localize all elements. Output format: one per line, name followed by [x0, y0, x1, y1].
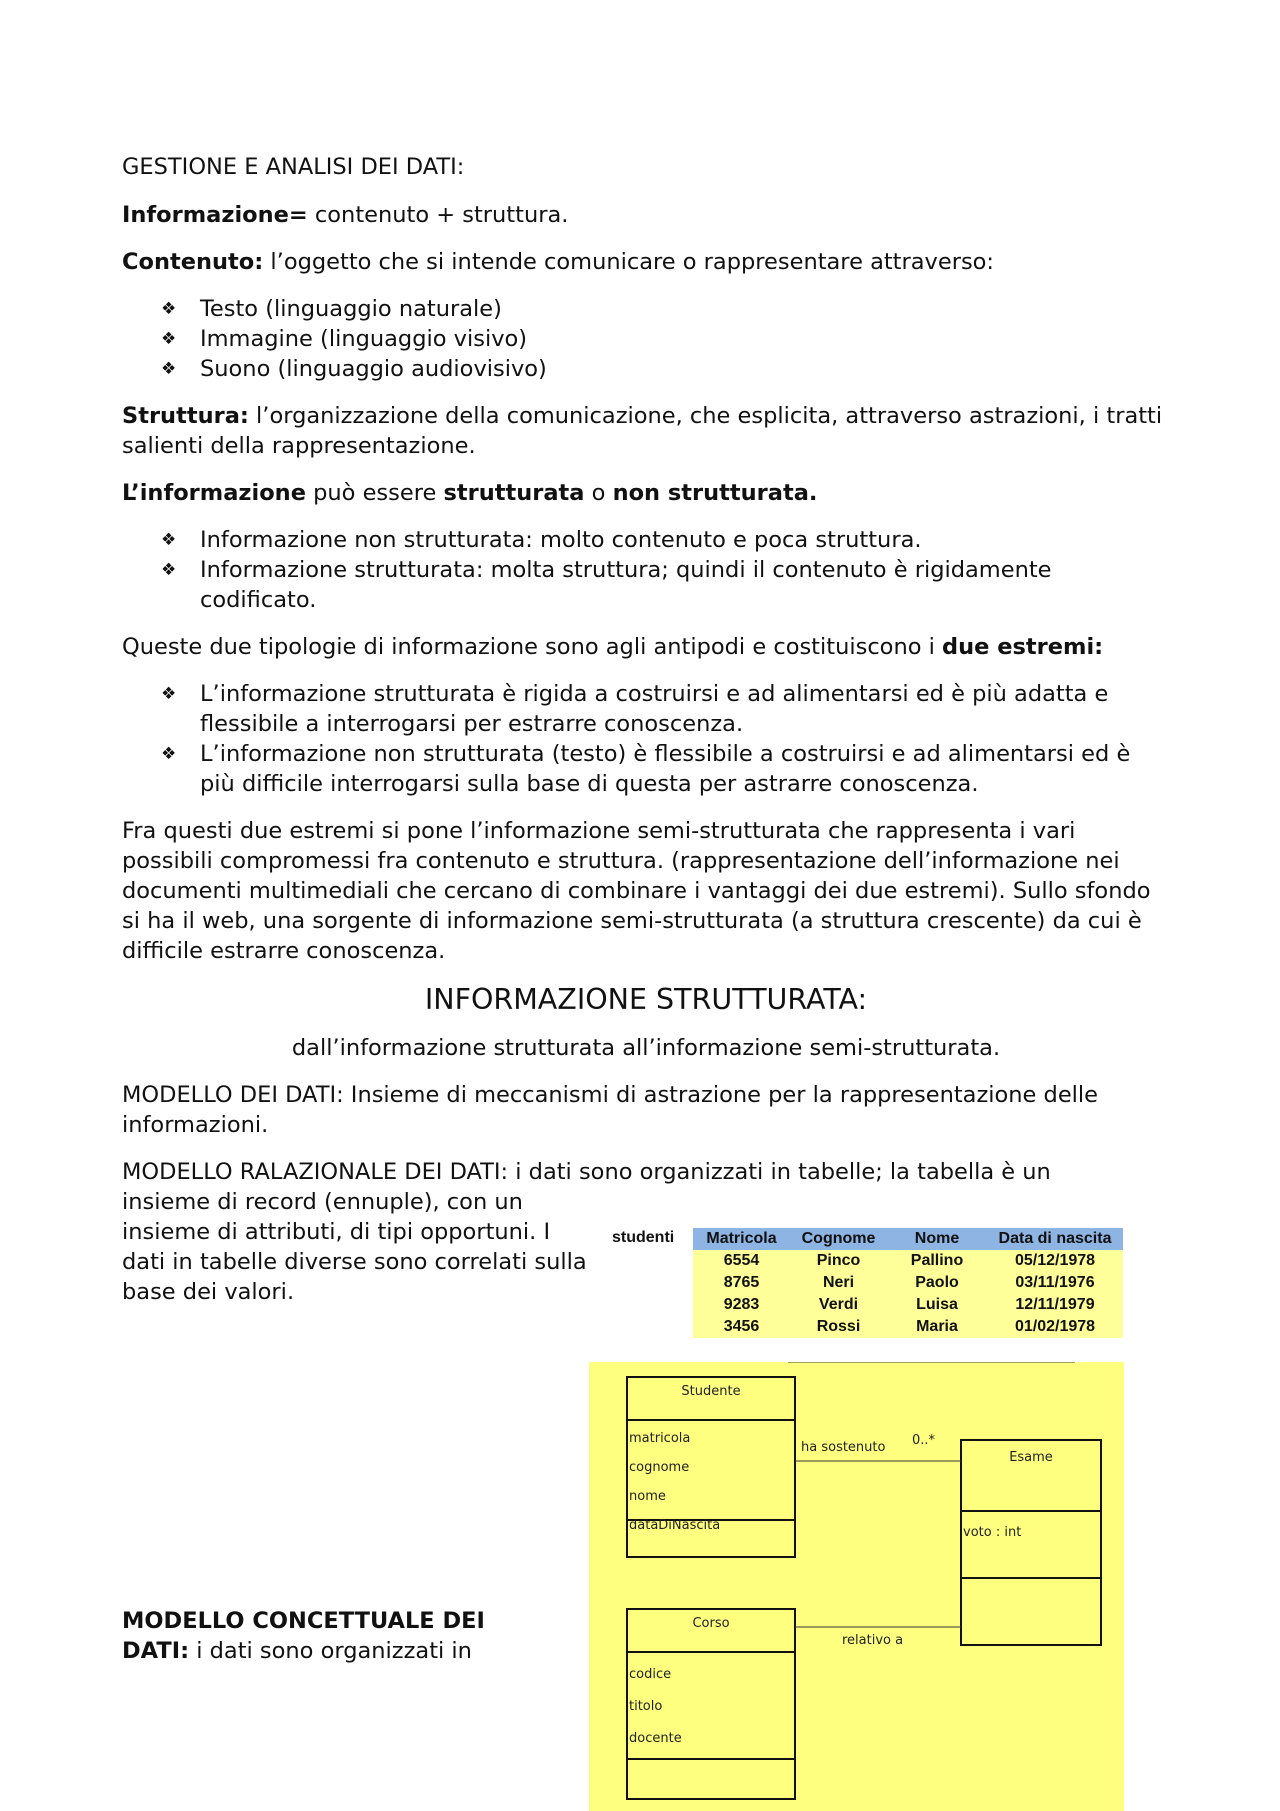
term-struttura: Struttura: — [122, 403, 249, 429]
extremes-statement: Queste due tipologie di informazione sono agli antipodi e costituiscono i due estremi: — [122, 634, 1104, 660]
class-name: Corso — [692, 1616, 730, 1631]
relational-model-text: insieme di record (ennuple), con un insieme di attributi, di tipi opportuni. I dati in tabelle diverse sono correlati sulla base dei valori. — [122, 1189, 587, 1305]
table-cell: Luisa — [887, 1294, 987, 1316]
class-name: Esame — [1009, 1450, 1053, 1465]
column-header: Data di nascita — [987, 1228, 1123, 1250]
column-header: Nome — [887, 1228, 987, 1250]
class-esame — [961, 1440, 1101, 1645]
table-cell: Pallino — [887, 1250, 987, 1272]
students-table — [693, 1228, 1123, 1338]
table-cell: Neri — [790, 1272, 887, 1294]
table-cell: 01/02/1978 — [987, 1316, 1123, 1338]
list-item: ❖ L’informazione non strutturata (testo) è flessibile a costruirsi e ad alimentarsi ed è più difficile interrogarsi sulla base di questa per astrarre conoscenza. — [200, 739, 1170, 799]
term-informazione: Informazione= — [122, 202, 308, 228]
list-item: ❖ L’informazione strutturata è rigida a costruirsi e ad alimentarsi ed è più adatta e flessibile a interrogarsi per estrarre conoscenza. — [200, 679, 1170, 739]
table-row — [693, 1316, 1123, 1338]
data-model-paragraph: MODELLO DEI DATI: Insieme di meccanismi di astrazione per la rappresentazione delle informazioni. — [122, 1082, 1099, 1138]
list-item: ❖ Testo (linguaggio naturale) — [200, 294, 1170, 324]
term-contenuto: Contenuto: — [122, 249, 264, 275]
relational-table-figure — [612, 1228, 1127, 1340]
list-item: ❖ Informazione strutturata: molta struttura; quindi il contenuto è rigidamente codificato. — [200, 555, 1170, 615]
list-item: ❖ Suono (linguaggio audiovisivo) — [200, 354, 1170, 384]
table-cell: 6554 — [693, 1250, 790, 1272]
relational-model-line: MODELLO RALAZIONALE DEI DATI: i dati sono organizzati in tabelle; la tabella è un — [122, 1159, 1051, 1185]
table-cell: Verdi — [790, 1294, 887, 1316]
informazione-definition: Informazione= contenuto + struttura. — [122, 202, 569, 228]
uml-svg — [589, 1362, 1124, 1811]
class-box — [961, 1440, 1101, 1645]
table-cell: 3456 — [693, 1316, 790, 1338]
table-cell: 03/11/1976 — [987, 1272, 1123, 1294]
table-row — [693, 1272, 1123, 1294]
table-cell: 12/11/1979 — [987, 1294, 1123, 1316]
table-cell: 05/12/1978 — [987, 1250, 1123, 1272]
info-types-statement: L’informazione può essere strutturata o non strutturata. — [122, 480, 818, 506]
list-item: ❖ Informazione non strutturata: molto contenuto e poca struttura. — [200, 525, 1170, 555]
table-cell: Paolo — [887, 1272, 987, 1294]
contenuto-list — [122, 294, 1170, 384]
table-cell: Rossi — [790, 1316, 887, 1338]
table-row — [693, 1250, 1123, 1272]
contenuto-definition: Contenuto: l’oggetto che si intende comunicare o rappresentare attraverso: — [122, 249, 995, 275]
table-cell: Pinco — [790, 1250, 887, 1272]
class-corso — [627, 1609, 795, 1799]
table-row — [693, 1294, 1123, 1316]
class-attribute: docente — [629, 1731, 682, 1746]
table-header-row — [693, 1228, 1123, 1250]
multiplicity-label: 0..* — [912, 1433, 936, 1448]
list-item: ❖ Immagine (linguaggio visivo) — [200, 324, 1170, 354]
association-label: ha sostenuto — [801, 1440, 886, 1455]
semi-structured-paragraph: Fra questi due estremi si pone l’informazione semi-strutturata che rappresenta i vari possibili compromessi fra contenuto e struttura. (rappresentazione dell’informazione nei documenti multimediali che cercano di combinare i vantaggi dei due estremi). Sullo sfondo si ha il web, una sorgente di informazione semi-strutturata (a struttura crescente) da cui è difficile estrarre conoscenza. — [122, 818, 1151, 964]
class-name: Studente — [681, 1384, 741, 1399]
table-cell: 9283 — [693, 1294, 790, 1316]
class-attribute: nome — [629, 1489, 666, 1504]
uml-class-diagram — [589, 1362, 1124, 1811]
section-title: INFORMAZIONE STRUTTURATA: — [424, 983, 868, 1016]
struttura-definition: Struttura: l’organizzazione della comunicazione, che esplicita, attraverso astrazioni, i tratti salienti della rappresentazione. — [122, 403, 1163, 459]
class-attribute: dataDiNascita — [629, 1518, 721, 1533]
document-body — [122, 152, 1170, 1307]
class-attribute: titolo — [629, 1699, 663, 1714]
table-cell: Maria — [887, 1316, 987, 1338]
conceptual-model-paragraph: MODELLO CONCETTUALE DEI DATI: i dati sono organizzati in — [122, 1608, 485, 1664]
extremes-list — [122, 679, 1170, 799]
class-attribute: cognome — [629, 1460, 690, 1475]
class-attribute: voto : int — [963, 1525, 1022, 1540]
class-attribute: codice — [629, 1667, 672, 1682]
column-header: Cognome — [790, 1228, 887, 1250]
class-attribute: matricola — [629, 1431, 691, 1446]
term-concettuale: MODELLO CONCETTUALE DEI DATI: — [122, 1608, 485, 1664]
class-studente — [627, 1377, 795, 1557]
table-label: studenti — [612, 1229, 675, 1246]
table-cell: 8765 — [693, 1272, 790, 1294]
section-subtitle: dall’informazione strutturata all’informazione semi-strutturata. — [291, 1035, 1001, 1061]
association-label: relativo a — [842, 1633, 904, 1648]
document-title: GESTIONE E ANALISI DEI DATI: — [122, 154, 465, 180]
column-header: Matricola — [693, 1228, 790, 1250]
info-types-list — [122, 525, 1170, 615]
